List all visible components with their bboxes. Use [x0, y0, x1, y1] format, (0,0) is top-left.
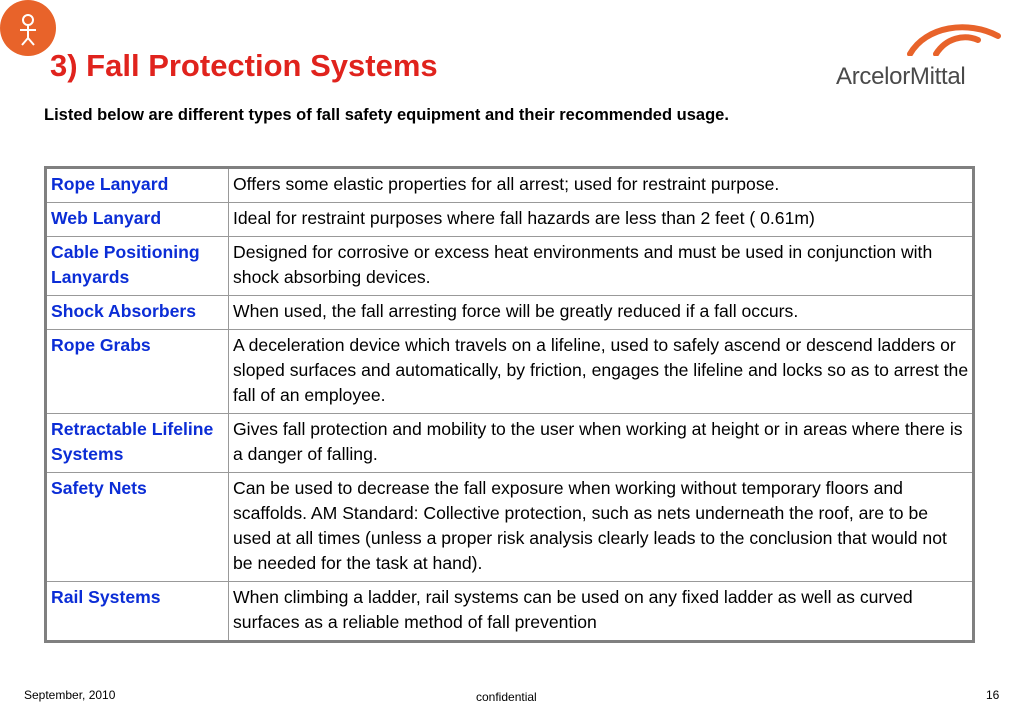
equipment-table [44, 166, 975, 643]
table-row [46, 296, 974, 330]
equipment-description: Offers some elastic properties for all arrest; used for restraint purpose. [229, 168, 974, 203]
equipment-term: Safety Nets [46, 473, 229, 582]
logo-text: ArcelorMittal [836, 63, 966, 90]
equipment-description: When climbing a ladder, rail systems can be used on any fixed ladder as well as curved surfaces as a reliable method of fall prevention [229, 582, 974, 642]
table-row [46, 582, 974, 642]
table-row [46, 237, 974, 296]
equipment-description: When used, the fall arresting force will be greatly reduced if a fall occurs. [229, 296, 974, 330]
arcelormittal-badge-icon [0, 0, 56, 56]
footer-confidential: confidential [476, 690, 537, 704]
footer-date: September, 2010 [24, 688, 116, 702]
table-row [46, 203, 974, 237]
table-row [46, 473, 974, 582]
table-row [46, 414, 974, 473]
equipment-term: Rope Lanyard [46, 168, 229, 203]
equipment-term: Web Lanyard [46, 203, 229, 237]
equipment-description: Designed for corrosive or excess heat environments and must be used in conjunction with shock absorbing devices. [229, 237, 974, 296]
equipment-term: Cable Positioning Lanyards [46, 237, 229, 296]
arcelormittal-logo [836, 20, 1006, 90]
equipment-description: A deceleration device which travels on a lifeline, used to safely ascend or descend ladders or sloped surfaces and automatically, by friction, engages the lifeline and locks so as to arrest the fall of an employee. [229, 330, 974, 414]
figure-icon [8, 8, 48, 48]
page-number: 16 [986, 688, 1000, 702]
equipment-term: Rail Systems [46, 582, 229, 642]
table-row [46, 330, 974, 414]
page-subtitle: Listed below are different types of fall safety equipment and their recommended usage. [44, 106, 729, 124]
equipment-description: Ideal for restraint purposes where fall hazards are less than 2 feet ( 0.61m) [229, 203, 974, 237]
logo-arc-icon [906, 20, 1002, 56]
table-row [46, 168, 974, 203]
equipment-description: Gives fall protection and mobility to the user when working at height or in areas where there is a danger of falling. [229, 414, 974, 473]
equipment-description: Can be used to decrease the fall exposure when working without temporary floors and scaffolds. AM Standard: Collective protection, such as nets underneath the roof, are to be used at all times (unless a proper risk analysis clearly leads to the conclusion that would not be needed for the task at hand). [229, 473, 974, 582]
equipment-term: Retractable Lifeline Systems [46, 414, 229, 473]
equipment-table-frame [44, 166, 972, 643]
equipment-term: Rope Grabs [46, 330, 229, 414]
page-title: 3) Fall Protection Systems [50, 48, 438, 83]
equipment-term: Shock Absorbers [46, 296, 229, 330]
